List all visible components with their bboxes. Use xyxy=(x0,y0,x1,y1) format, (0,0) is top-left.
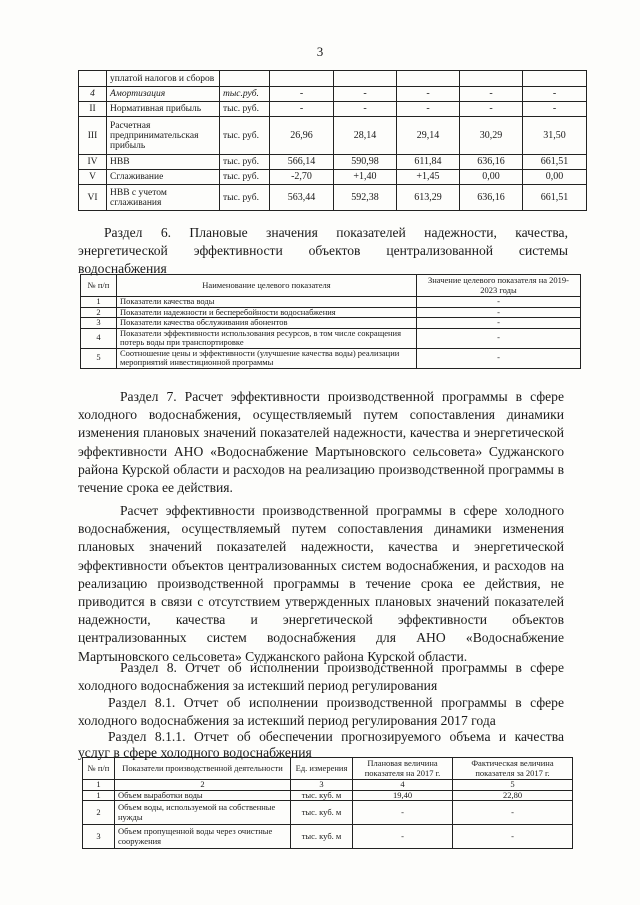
row-name: Нормативная прибыль xyxy=(107,102,220,117)
table-row: 4 Амортизация тыс.руб. - - - - - xyxy=(79,87,587,102)
section7-heading: Раздел 7. Расчет эффективности производственной программы в сфере холодного водоснабжения, осуществляемый путем сопоставления динамики изменения плановых значений показателей надежности, качества и энергетической эффективности АНО «Водоснабжение Мартыновского сельсовета» Суджанского района Курской области и расходов на реализацию производственной программы в течение срока ее действия. xyxy=(78,389,564,496)
table-row: 3 Показатели качества обслуживания абонентов - xyxy=(81,318,581,329)
target-indicators-table xyxy=(80,274,581,369)
column-header: № п/п xyxy=(83,758,115,780)
table-row: 3 Объем пропущенной воды через очистные сооружения тыс. куб. м - - xyxy=(83,825,573,849)
row-name: уплатой налогов и сборов xyxy=(107,71,220,87)
column-header: Значение целевого показателя на 2019-2023 годы xyxy=(417,275,581,297)
column-header: Показатели производственной деятельности xyxy=(115,758,291,780)
production-report-table xyxy=(82,757,573,849)
row-number: IV xyxy=(79,155,107,170)
section8-heading: Раздел 8. Отчет об исполнении производственной программы в сфере холодного водоснабжения за истекший период регулирования xyxy=(78,660,564,694)
column-header: Ед. измерения xyxy=(291,758,353,780)
row-name: Сглаживание xyxy=(107,170,220,185)
row-unit: тыс. руб. xyxy=(220,117,270,155)
section6-heading-line1: Раздел 6. Плановые значения показателей надежности, качества, xyxy=(104,225,568,240)
row-unit: тыс. руб. xyxy=(220,185,270,211)
section81-heading: Раздел 8.1. Отчет об исполнении производственной программы в сфере холодного водоснабжения за истекший период регулирования 2017 года xyxy=(78,695,564,729)
row-number: II xyxy=(79,102,107,117)
row-name: Расчетная предпринимательская прибыль xyxy=(107,117,220,155)
table-row xyxy=(79,71,587,87)
table-row: VI НВВ с учетом сглаживания тыс. руб. 563,44 592,38 613,29 636,16 661,51 xyxy=(79,185,587,211)
row-number: III xyxy=(79,117,107,155)
row-name: НВВ с учетом сглаживания xyxy=(107,185,220,211)
section6-heading-line2: энергетической эффективности объектов централизованной системы xyxy=(78,243,568,258)
financial-table xyxy=(78,70,587,211)
row-number: V xyxy=(79,170,107,185)
row-unit: тыс.руб. xyxy=(220,87,270,102)
page-number: 3 xyxy=(316,44,324,59)
section811-heading-line2: услуг в сфере холодного водоснабжения xyxy=(78,745,312,760)
table-header-row xyxy=(81,275,581,297)
table-row: 2 Показатели надежности и бесперебойности водоснабжения - xyxy=(81,307,581,318)
table-header-row xyxy=(83,758,573,780)
row-number: 4 xyxy=(79,87,107,102)
section7-body: Расчет эффективности производственной программы в сфере холодного водоснабжения, осуществляемый путем сопоставления динамики изменения плановых значений показателей надежности, качества и энергетической эффективности объектов централизованных систем водоснабжения, и расходов на реализацию производственной программы в течение срока ее действия, не приводится в связи с отсутствием утвержденных плановых значений показателей надежности, качества и энергетической эффективности объектов централизованных систем водоснабжения для АНО «Водоснабжение Мартыновского сельсовета» Суджанского района Курской области. xyxy=(78,503,564,664)
section811-heading-line1: Раздел 8.1.1. Отчет об обеспечении прогнозируемого объема и качества xyxy=(108,729,564,744)
table-row: 4 Показатели эффективности использования ресурсов, в том числе сокращения потерь воды при транспортировке - xyxy=(81,328,581,348)
table-row: 2 Объем воды, используемой на собственные нужды тыс. куб. м - - xyxy=(83,801,573,825)
table-row: III Расчетная предпринимательская прибыль тыс. руб. 26,96 28,14 29,14 30,29 31,50 xyxy=(79,117,587,155)
column-header: Плановая величина показателя на 2017 г. xyxy=(353,758,453,780)
column-header: Фактическая величина показателя за 2017 г. xyxy=(453,758,573,780)
table-row: 1 Показатели качества воды - xyxy=(81,297,581,308)
row-number xyxy=(79,71,107,87)
row-name: Амортизация xyxy=(107,87,220,102)
column-number-row: 1 2 3 4 5 xyxy=(83,780,573,791)
table-row: 1 Объем выработки воды тыс. куб. м 19,40 22,80 xyxy=(83,790,573,801)
row-unit xyxy=(220,71,270,87)
row-name: НВВ xyxy=(107,155,220,170)
section6-heading-line3: водоснабжения xyxy=(78,261,167,276)
table-row: IV НВВ тыс. руб. 566,14 590,98 611,84 636,16 661,51 xyxy=(79,155,587,170)
column-header: Наименование целевого показателя xyxy=(117,275,417,297)
row-number: VI xyxy=(79,185,107,211)
table-row: II Нормативная прибыль тыс. руб. - - - - - xyxy=(79,102,587,117)
row-unit: тыс. руб. xyxy=(220,155,270,170)
row-unit: тыс. руб. xyxy=(220,102,270,117)
row-unit: тыс. руб. xyxy=(220,170,270,185)
table-row: 5 Соотношение цены и эффективности (улучшение качества воды) реализации мероприятий инвестиционной программы - xyxy=(81,348,581,368)
column-header: № п/п xyxy=(81,275,117,297)
table-row: V Сглаживание тыс. руб. -2,70 +1,40 +1,45 0,00 0,00 xyxy=(79,170,587,185)
